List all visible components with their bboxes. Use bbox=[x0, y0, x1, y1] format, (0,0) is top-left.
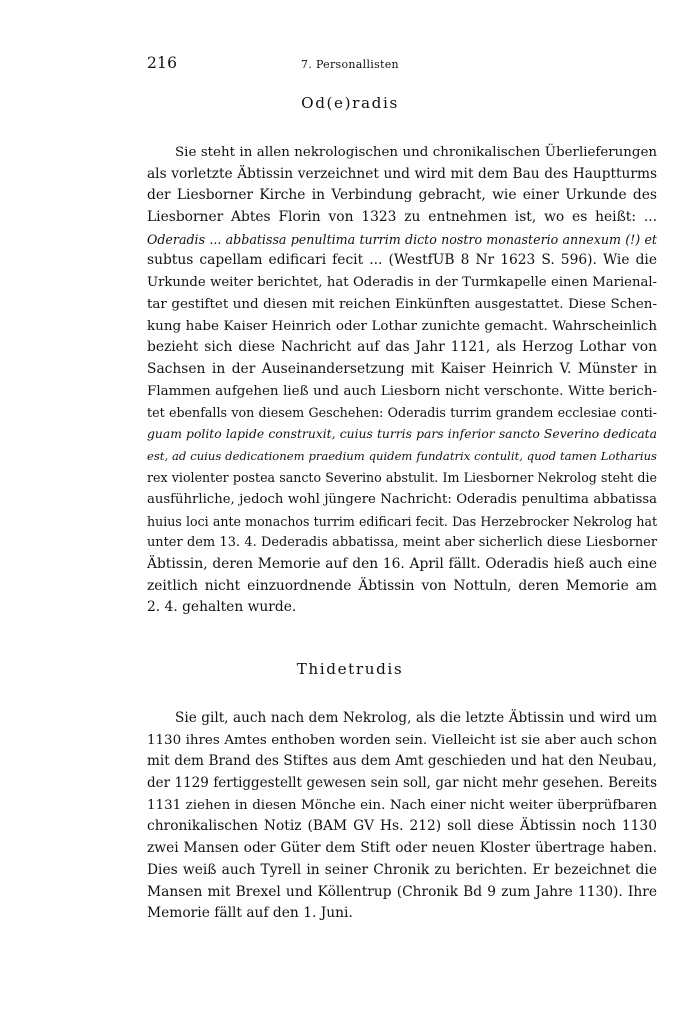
section-title-thidetrudis: Thidetrudis bbox=[296, 660, 404, 678]
text-line: est, ad cuius dedicationem praedium quidem fundatrix contulit, quod tamen Lotharius bbox=[147, 448, 657, 463]
text-line: huius loci ante monachos turrim edificari fecit. Das Herzebrocker Nekrolog hat bbox=[147, 513, 657, 529]
text-line: Flammen aufgehen ließ und auch Liesborn nicht verschonte. Witte berich- bbox=[147, 383, 657, 399]
text-line: Sie gilt, auch nach dem Nekrolog, als die letzte Äbtissin und wird um bbox=[175, 710, 657, 726]
text-line: 1130 ihres Amtes enthoben worden sein. Vielleicht ist sie aber auch schon bbox=[147, 732, 657, 748]
paragraph-thidetrudis bbox=[147, 708, 657, 925]
text-line: Sie steht in allen nekrologischen und chronikalischen Überlieferungen bbox=[175, 145, 657, 160]
text-line: Dies weiß auch Tyrell in seiner Chronik zu berichten. Er bezeichnet die bbox=[147, 861, 657, 878]
text-line: Urkunde weiter berichtet, hat Oderadis in der Turmkapelle einen Marienal- bbox=[147, 275, 657, 291]
text-line: Memorie fällt auf den 1. Juni. bbox=[147, 905, 353, 922]
text-line: tar gestiftet und diesen mit reichen Einkünften ausgestattet. Diese Schen- bbox=[147, 296, 657, 312]
text-line: Sachsen in der Auseinandersetzung mit Kaiser Heinrich V. Münster in bbox=[147, 360, 657, 377]
text-line: der Liesborner Kirche in Verbindung gebracht, wie einer Urkunde des bbox=[147, 187, 657, 204]
text-line: Oderadis ... abbatissa penultima turrim dicto nostro monasterio annexum (!) et bbox=[147, 231, 657, 247]
paragraph-oderadis bbox=[147, 142, 657, 619]
text-line: mit dem Brand des Stiftes aus dem Amt geschieden und hat den Neubau, bbox=[147, 753, 657, 770]
text-line: tet ebenfalls von diesem Geschehen: Oderadis turrim grandem ecclesiae conti- bbox=[147, 405, 657, 421]
text-line: der 1129 fertiggestellt gewesen sein soll, gar nicht mehr gesehen. Bereits bbox=[147, 775, 657, 792]
text-line: bezieht sich diese Nachricht auf das Jahr 1121, als Herzog Lothar von bbox=[147, 339, 657, 356]
text-line: 1131 ziehen in diesen Mönche ein. Nach einer nicht weiter überprüfbaren bbox=[147, 797, 657, 813]
text-line: unter dem 13. 4. Dederadis abbatissa, meint aber sicherlich diese Liesborner bbox=[147, 535, 657, 551]
page-number: 216 bbox=[147, 54, 178, 72]
text-line: guam polito lapide construxit, cuius turris pars inferior sancto Severino dedicata bbox=[147, 426, 657, 441]
text-line: als vorletzte Äbtissin verzeichnet und wird mit dem Bau des Hauptturms bbox=[147, 165, 657, 182]
text-line: subtus capellam edificari fecit ... (WestfUB 8 Nr 1623 S. 596). Wie die bbox=[147, 252, 657, 269]
text-line: Liesborner Abtes Florin von 1323 zu entnehmen ist, wo es heißt: ... bbox=[147, 209, 657, 226]
text-line: zeitlich nicht einzuordnende Äbtissin von Nottuln, deren Memorie am bbox=[147, 577, 657, 594]
running-head: 7. Personallisten bbox=[301, 58, 399, 71]
text-line: rex violenter postea sancto Severino abstulit. Im Liesborner Nekrolog steht die bbox=[147, 470, 657, 486]
text-line: ausführliche, jedoch wohl jüngere Nachricht: Oderadis penultima abbatissa bbox=[147, 492, 657, 507]
text-line: chronikalischen Notiz (BAM GV Hs. 212) soll diese Äbtissin noch 1130 bbox=[147, 818, 657, 835]
text-line: Äbtissin, deren Memorie auf den 16. April fällt. Oderadis hieß auch eine bbox=[147, 556, 657, 573]
text-line: 2. 4. gehalten wurde. bbox=[147, 599, 297, 616]
text-line: Mansen mit Brexel und Köllentrup (Chronik Bd 9 zum Jahre 1130). Ihre bbox=[147, 883, 657, 900]
section-title-oderadis: Od(e)radis bbox=[301, 94, 399, 112]
text-line: kung habe Kaiser Heinrich oder Lothar zunichte gemacht. Wahrscheinlich bbox=[147, 317, 657, 334]
text-line: zwei Mansen oder Güter dem Stift oder neuen Kloster übertrage haben. bbox=[147, 840, 657, 857]
